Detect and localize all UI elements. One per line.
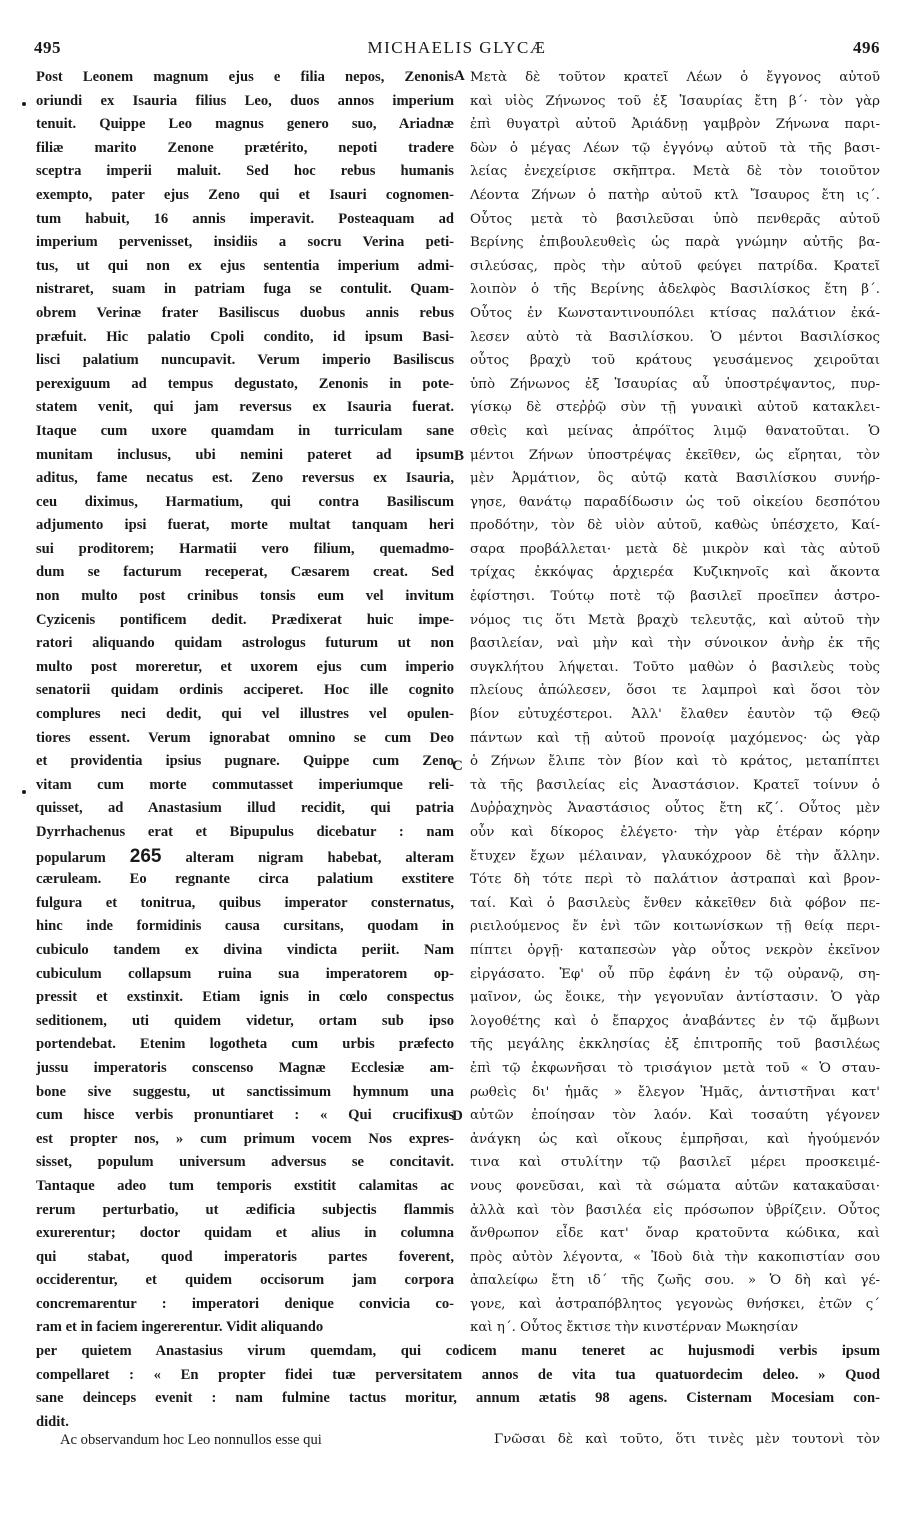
latin-text-line: sisset, populum universum adversus se concitavit. [36,1154,454,1171]
greek-text-line: τῆς μεγάλης ἐκκλησίας ἐξ ἐπιτροπῆς τοῦ βασιλέως [470,1037,880,1053]
greek-text-line: γονε, καὶ ἀστραπόβλητος γεγονὼς θνήσκει, ἐτῶν ς΄ [470,1296,880,1312]
greek-text-line: λεσεν αὐτὸ τὰ Βασιλίσκου. Ὁ μέντοι Βασιλίσκος [470,329,880,345]
page-number-right: 496 [853,38,880,57]
greek-text-line: ἐπὶ τῷ ἐκφωνῆσαι τὸ τρισάγιον μετὰ τοῦ « Ὁ σταυ- [470,1060,880,1076]
greek-text-line: σθεὶς καὶ μείνας ἀπρόϊτος λιμῷ θανατοῦται. Ὁ [470,423,880,439]
greek-text-line: ἐπὶ θυγατρὶ αὐτοῦ Ἀριάδνῃ γαμβρὸν Ζήνωνα παρι- [470,117,880,133]
greek-text-line: Τότε δὴ τότε περὶ τὸ παλάτιον ἀστραπαὶ καὶ βρον- [470,872,880,888]
latin-text-line: dum se facturum receperat, Cæsarem creat. Sed [36,564,454,581]
latin-text-line: sceptra imperii maluit. Sed hoc rebus humanis [36,163,454,180]
latin-text-line: est propter nos, » cum primum vocem Nos expres- [36,1130,454,1147]
column-number: 265 [129,845,162,867]
greek-text-line: αὐτῶν ἐποίησαν τὸν λαόν. Καὶ τοσαύτη γέγονεν [470,1108,880,1124]
greek-text-line: λείας ἐνεχείρισε σκῆπτρα. Μετὰ δὲ τὸν τοιοῦτον [470,164,880,180]
latin-word: popularum [36,849,106,866]
latin-text-line: multo post moreretur, et uxorem ejus cum imperio [36,658,454,675]
latin-text-line: senatorii quidam ordinis acciperet. Hoc ille cognito [36,682,454,699]
greek-text-line: καὶ η΄. Οὗτος ἔκτισε τὴν κινστέρναν Μωκησίαν [470,1320,799,1336]
greek-text-line: ἔτυχεν ἔχων μέλαιναν, γλαυκόχροον δὲ τὴν ἄλλην. [470,848,880,864]
greek-text-line: ἀλλὰ καὶ τὸν βασιλέα εἰς πρόσωπον ὑβρίζειν. Οὗτος [470,1202,880,1218]
latin-text-line: Tantaque adeo tum temporis exstitit calamitas ac [36,1177,454,1194]
greek-text-line: οὗτος βραχὺ τοῦ κράτους γευσάμενος χειροῦται [470,353,880,369]
latin-text-line: non multo post crinibus tonsis eum vel invitum [36,588,454,605]
latin-text-line: rerum perturbatio, ut ædificia subjectis flammis [36,1201,454,1218]
greek-text-line: ἀπαλείφω ἔτη ιδ΄ τῆς ζωῆς σου. » Ὁ δὴ καὶ γέ- [470,1273,880,1289]
latin-text-line: Itaque cum uxore quamdam in turriculam sane [36,422,454,439]
latin-text-line: obrem Verinæ frater Basiliscus duobus annis rebus [36,304,454,321]
latin-text-line: seditionem, uti quidem videtur, ortam sub ipso [36,1012,454,1029]
greek-text-line: πλείους ἀπώλεσεν, ὅσοι τε λαμπροὶ καὶ ὅσοι τὸν [470,683,880,699]
latin-text-line: filiæ marito Zenone prætérito, nepoti tradere [36,139,454,156]
latin-text-line: jussu imperatoris conscenso Magnæ Ecclesiæ am- [36,1059,454,1076]
greek-text-line: εἰργάσατο. Ἐφ' οὗ πῦρ ἐφάνη ἐν τῷ οὐρανῷ, ση- [470,966,880,982]
latin-text-line: ceu diximus, Harmatium, qui contra Basiliscum [36,493,454,510]
greek-column [470,66,880,1340]
greek-text-line: λοιπὸν ὁ τῆς Βερίνης ἀδελφὸς Βασιλίσκος ἔτη β΄. [470,282,880,298]
greek-text-line: ὑπὸ Ζήνωνος ἐξ Ἰσαυρίας αὖ ὑποστρέψαντος, πυρ- [470,376,880,392]
margin-dot [22,102,26,106]
greek-text-line: ὁ Ζήνων ἔλιπε τὸν βίον καὶ τὸ κράτος, μεταπίπτει [470,754,880,770]
latin-text-line: et providentia ipsius pugnare. Quippe cum Zeno [36,753,454,770]
greek-text-line: πίπτει ὀργῇ· καταπεσὼν γὰρ οὗτος νεκρὸν ἐκεῖνον [470,942,880,958]
section-marker-a: A [454,68,465,84]
latin-text-line: cubiculum collapsum ruina sua imperatorem op- [36,965,454,982]
latin-text-line: Dyrrhachenus erat et Bipupulus dicebatur : nam [36,824,454,840]
latin-text-line: oriundi ex Isauria filius Leo, duos annos imperium [36,92,454,109]
latin-text-line: exempto, pater ejus Zeno qui et Isauri cognomen- [36,186,454,203]
section-marker-c: C [452,758,463,774]
latin-text-line: exurerentur; doctor quidam et alius in columna [36,1225,454,1242]
latin-text-line: lisci palatium nuncupavit. Verum imperio Basiliscus [36,352,454,369]
greek-text-line: τρίχας ἐκκόψας ἀρχιερέα Κυζικηνοῖς καὶ ἄκοντα [470,565,880,581]
full-width-text [36,1340,880,1434]
greek-text-line: νόμος τις ὅτι Μετὰ βραχὺ τελευτᾷς, καὶ αὐτοῦ τὴν [470,612,880,628]
greek-text-line: ριειλούμενος ἔν ἑνὶ τῶν κοιτωνίσκων τῇ θείᾳ περι- [470,919,880,935]
latin-text-line: tiores essent. Verum ignorabat omnino se cum Deo [36,729,454,746]
greek-text-line: μέντοι Ζήνων ὑποστρέψας ἐκεῖθεν, ὡς εἴρηται, τὸν [470,447,880,463]
latin-text-line: Post Leonem magnum ejus e filia nepos, Zenonis [36,69,454,85]
greek-text-line: προδότην, τὸν δὲ υἱὸν αὐτοῦ, καθὼς ὑπέσχετο, Καί- [470,518,880,534]
greek-text-line: Λέοντα Ζήνων ὁ πατὴρ αὐτοῦ κτλ Ἴσαυρος ἔτη ις΄. [470,187,880,203]
margin-dot [22,790,26,794]
latin-text-line: Cyzicenis pontificem dedit. Prædixerat huic impe- [36,611,454,628]
full-width-line: per quietem Anastasius virum quemdam, qui codicem manu teneret ac hujusmodi verbis ipsum [36,1343,880,1359]
full-width-line: didit. [36,1413,69,1430]
latin-text-line: portendebat. Etenim logotheta cum urbis præfecto [36,1036,454,1053]
latin-text-line: vitam cum morte commutasset imperiumque reli- [36,776,454,793]
latin-text-line: bone sive suggestu, ut sanctissimum hymnum una [36,1083,454,1100]
greek-text-line: βίον εὐτυχέστεροι. Ἀλλ' ἔλαθεν ἑαυτὸν τῷ Θεῷ [470,707,880,723]
latin-text-line: cubiculo tandem ex divina vindicta periit. Nam [36,941,454,958]
greek-text-line: Δυῤῥαχηνὸς Ἀναστάσιος οὗτος ἔτη κζ΄. Οὗτος μὲν [470,801,880,817]
section-marker-d: D [452,1108,463,1124]
latin-column [36,66,454,1340]
greek-text-line: ἄνθρωπον εἶδε κατ' ὄναρ κρατοῦντα κώδικα, καὶ [470,1226,880,1242]
greek-text-line: Μετὰ δὲ τοῦτον κρατεῖ Λέων ὁ ἔγγονος αὐτοῦ [470,70,880,85]
latin-text-line [36,845,454,869]
latin-line-rest: alteram nigram habebat, alteram [185,849,454,866]
latin-text-line: tum habuit, 16 annis imperavit. Posteaquam ad [36,210,454,227]
greek-text-line: ἀνάγκη ὡς καὶ οἴκους ἐμπρῆσαι, καὶ ἡγούμενόν [470,1131,880,1147]
latin-text-line: imperium pervenisset, insidiis a socru Verina peti- [36,234,454,251]
greek-text-line: σιλεύσας, πρὸς τὴν αὐτοῦ φεύγει πατρίδα. Κρατεῖ [470,258,880,274]
latin-text-line: ram et in faciem ingererentur. Vidit aliquando [36,1319,324,1336]
greek-text-line: σαρα προβάλλεται· μετὰ δὲ μικρὸν καὶ τὰς αὐτοῦ [470,541,880,557]
greek-text-line: ρωθεὶς δι' ἡμᾶς » ἔλεγον Ἡμᾶς, ἀντιστῆναι κατ' [470,1084,880,1100]
latin-text-line: tenuit. Quippe Leo magnus genero suo, Ariadnæ [36,116,454,133]
latin-text-line: præfuit. Hic palatio Cpoli condito, id ipsum Basi- [36,328,454,345]
greek-text-line: οὖν καὶ δίκορος ἐλέγετο· τὴν γὰρ ἑτέραν κόρην [470,825,880,840]
full-width-line: sane deinceps evenit : nam fulmine tactus moritur, annum ætatis 98 agens. Cisternam Mocesiam con- [36,1390,880,1407]
latin-text-line: sui proditorem; Harmatii vero filium, quemadmo- [36,540,454,557]
latin-text-line: perexiguum ad tempus degustato, Zenonis in pote- [36,375,454,392]
continuation-latin: Ac observandum hoc Leo nonnullos esse qui [60,1432,322,1448]
latin-text-line: cum hisce verbis pronuntiaret : « Qui crucifixus [36,1107,454,1124]
greek-text-line: Οὗτος ἐν Κωνσταντινουπόλει κτίσας παλάτιον ἐκά- [470,305,880,321]
continuation-line [36,1432,880,1456]
running-title: MICHAELIS GLYCÆ [367,38,547,57]
greek-text-line: νους φονεῦσαι, καὶ τὰ σώματα αὐτῶν κατακαῦσαι· [470,1178,880,1194]
latin-text-line: occiderentur, et quidem occisorum jam corpora [36,1272,454,1289]
running-header [34,38,880,64]
greek-text-line: γησε, θανάτῳ παραδίδωσιν ὡς τοῦ οἰκείου δεσπότου [470,494,880,510]
latin-text-line: nistraret, suam in patriam fuga se contulit. Quam- [36,281,454,298]
full-width-line: compellaret : « En propter fidei tuæ perversitatem annos de vita tua quatuordecim deleo. » Quod [36,1366,880,1383]
latin-text-line: ratori aliquando quidam astrologus futurum ut non [36,635,454,652]
latin-text-line: quisset, ad Anastasium illud recidit, qui patria [36,800,454,817]
latin-text-line: concremarentur : imperatori denique convicia co- [36,1295,454,1312]
latin-text-line: hinc inde formidinis causa cursitans, quodam in [36,918,454,935]
section-marker-b: B [454,448,465,464]
latin-text-line: adjumento ipsi fuerat, morte multat tanquam heri [36,517,454,534]
greek-text-line: συγκλήτου λήψεται. Τοῦτο μαθὼν ὁ βασιλεὺς τοὺς [470,659,880,675]
latin-text-line: qui stabat, quod imperatoris partes foverent, [36,1248,454,1265]
greek-text-line: τινα καὶ στυλίτην τῷ βασιλεῖ μέρει προσκειμέ- [470,1155,880,1171]
greek-text-line: τὰ τῆς βασιλείας εἰς Ἀναστάσιον. Κρατεῖ τοίνυν ὁ [470,777,880,793]
greek-text-line: πάντων καὶ τῇ αὐτοῦ προνοίᾳ μαχόμενος· ὡς γὰρ [470,730,880,746]
greek-text-line: πρὸς αὐτὸν λέγοντα, « Ἰδοὺ διὰ τὴν κακοπιστίαν σου [470,1249,880,1265]
greek-text-line: ἐφίστησι. Τούτῳ ποτὲ τῷ βασιλεῖ προεῖπεν ἀστρο- [470,589,880,605]
greek-text-line: βασιλείαν, ναὶ μὴν καὶ τὴν σύνοικον ἀνὴρ ἐκ τῆς [470,636,880,652]
latin-text-line: complures neci dedit, qui vel illustres vel opulen- [36,706,454,723]
latin-text-line: munitam inclusus, ubi nemini pateret ad ipsum [36,446,454,463]
greek-text-line: μαῖνον, ὡς ἔοικε, τὴν γεγονυῖαν ἀντίστασιν. Ὁ γὰρ [470,990,880,1006]
greek-text-line: δὼν ὁ μέγας Λέων τῷ ἐγγόνῳ αὐτοῦ τὰ τῆς βασι- [470,140,880,156]
greek-text-line: γίσκῳ δὲ στεῤῥῷ σὺν τῇ γυναικὶ αὐτοῦ κατακλει- [470,400,880,416]
latin-text-line: pressit et exstinxit. Etiam ignis in cœlo conspectus [36,989,454,1006]
greek-text-line: καὶ υἱὸς Ζήνωνος τοῦ ἐξ Ἰσαυρίας ἔτη β΄· τὸν γὰρ [470,93,880,109]
latin-text-line: fulgura et tonitrua, quibus imperator consternatus, [36,894,454,911]
latin-text-line: aditus, fame necatus est. Zeno reversus ex Isauria, [36,470,454,487]
greek-text-line: Οὗτος μετὰ τὸ βασιλεῦσαι ὑπὸ πενθερᾶς αὐτοῦ [470,211,880,227]
greek-text-line: μὲν Ἀρμάτιον, ὃς αὐτῷ κατὰ Βασιλίσκου συνήρ- [470,471,880,487]
greek-text-line: ταί. Καὶ ὁ βασιλεὺς ἔνθεν κἀκεῖθεν διὰ φόβον πε- [470,895,880,911]
latin-text-line: cæruleam. Eo regnante circa palatium exstitere [36,871,454,888]
continuation-greek: Γνῶσαι δὲ καὶ τοῦτο, ὅτι τινὲς μὲν τουτονὶ τὸν [494,1432,880,1447]
page-number-left: 495 [34,38,61,57]
greek-text-line: Βερίνης ἐπιβουλευθεὶς ὡς παρὰ γνώμην αὐτῆς βα- [470,235,880,251]
latin-text-line: statem venit, qui jam reversus ex Isauria fuerat. [36,399,454,416]
greek-text-line: λογοθέτης καὶ ὁ ἔπαρχος ἀναβάντες ἐν τῷ ἄμβωνι [470,1013,880,1029]
latin-text-line: tus, ut qui non ex ejus sententia imperium admi- [36,257,454,274]
